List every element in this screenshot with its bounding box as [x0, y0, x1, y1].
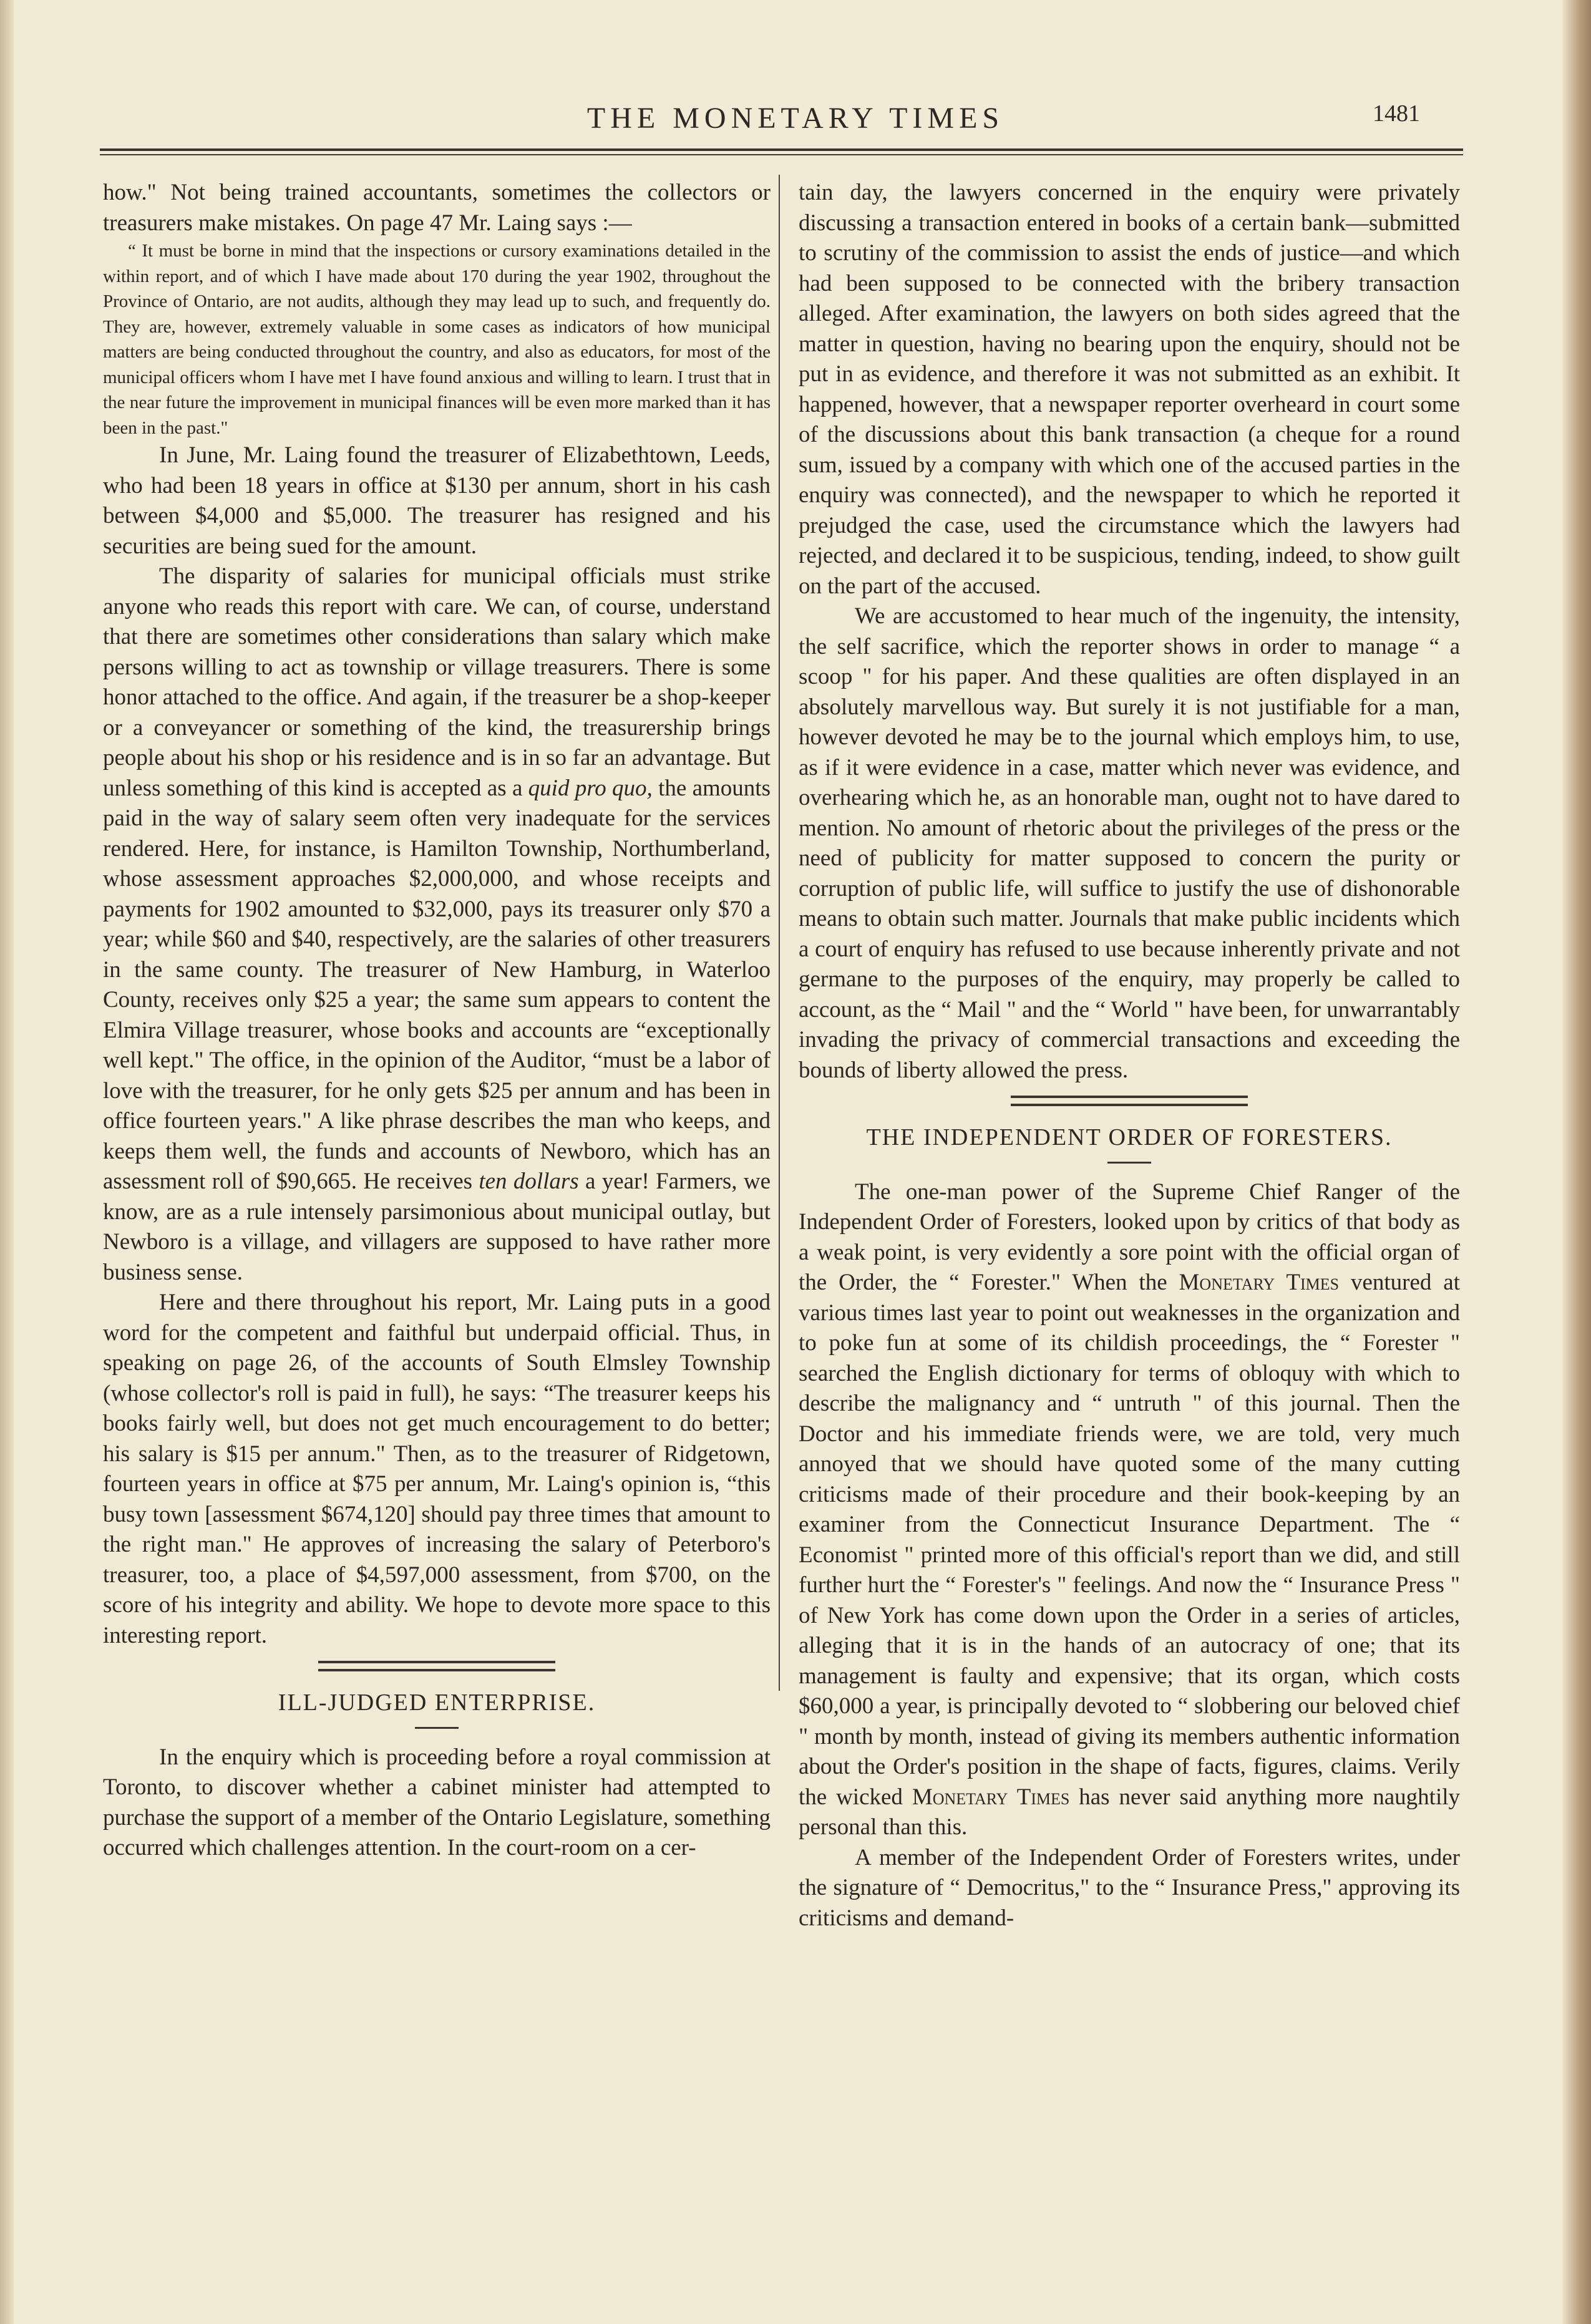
paragraph-text: the amounts paid in the way of salary seem often very inadequate for the services rendered. Here, for instance, is Hamilton Township, Northumberland, whose assessment approaches $2,000,000, and whose receipts and payments for 1902 amounted to $32,000, pays its treasurer only $70 a year; while $60 and $40, respectively, are the salaries of other treasurers in the same county. The treasurer of New Hamburg, in Waterloo County, receives only $25 a year; the same sum appears to content the Elmira Village treasurer, whose books and accounts are “exceptionally well kept." The office, in the opinion of the Auditor, “must be a labor of love with the treasurer, for he only gets $25 per annum and has been in office fourteen years." A like phrase describes the man who keeps, and keeps them well, the funds and accounts of Newboro, which has an assessment roll of $90,665. He receives [103, 775, 771, 1194]
left-column [103, 178, 771, 1864]
paragraph [799, 1177, 1460, 1843]
page-edge-left [0, 0, 14, 2324]
heading-rule [1107, 1162, 1151, 1164]
paragraph: how." Not being trained accountants, sometimes the collectors or treasurers make mistakes. On page 47 Mr. Laing says :— [103, 180, 771, 236]
section-separator [1011, 1096, 1248, 1106]
paragraph: We are accustomed to hear much of the ingenuity, the intensity, the self sacrifice, which the reporter shows in order to manage “ a scoop " for his paper. And these qualities are often displayed in an absolutely marvellous way. But surely it is not justifiable for a man, however devoted he may be to the journal which employs him, to use, as if it were evidence in a case, matter which never was evidence, and overhearing which he, as an honorable man, ought not to have dared to mention. No amount of rhetoric about the privileges of the press or the need of publicity for matter supposed to concern the purity or corruption of public life, will suffice to justify the use of dishonorable means to obtain such matter. Journals that make public incidents which a court of enquiry has refused to use because inherently private and not germane to the purposes of the enquiry, may properly be called to account, as the “ Mail " and the “ World " have been, for unwarrantably invading the privacy of commercial transactions and exceeding the bounds of liberty allowed the press. [799, 603, 1460, 1083]
italic-phrase: ten dollars [479, 1169, 579, 1194]
page-edge-right [1562, 0, 1591, 2324]
paragraph-text: has never said anything more naughtily personal than this. [799, 1784, 1461, 1840]
small-caps-name: Monetary Times [912, 1784, 1070, 1810]
paragraph: Here and there throughout his report, Mr. Laing puts in a good word for the competent and faithful but underpaid official. Thus, in speaking on page 26, of the accounts of South Elmsley Township (whose collector's roll is paid in full), he says: “The treasurer keeps his books fairly well, but does not get much encouragement to do better; his salary is $15 per annum." Then, as to the treasurer of Ridgetown, fourteen years in office at $75 per annum, Mr. Laing's opinion is, “this busy town [assessment $674,120] should pay three times that amount to the right man." He approves of increasing the salary of Peterboro's treasurer, too, a place of $4,597,000 assessment, from $700, on the score of his integrity and ability. We hope to devote more space to this interesting report. [103, 1290, 771, 1648]
section-heading: ILL-JUDGED ENTERPRISE. [278, 1690, 596, 1716]
paragraph: In the enquiry which is proceeding before a royal commission at Toronto, to discover whether a cabinet minister had attempted to purchase the support of a member of the Ontario Legislature, something occurred which challenges attention. In the court-room on a cer- [103, 1744, 771, 1860]
header-rule-bottom [100, 154, 1463, 155]
paragraph: In June, Mr. Laing found the treasurer of Elizabethtown, Leeds, who had been 18 years in office at $130 per annum, short in his cash between $4,000 and $5,000. The treasurer has resigned and his securities are being sued for the amount. [103, 442, 771, 559]
page-number: 1481 [1373, 100, 1420, 127]
section-heading: THE INDEPENDENT ORDER OF FORESTERS. [866, 1124, 1393, 1150]
paragraph-text: The disparity of salaries for municipal officials must strike anyone who reads this report with care. We can, of course, understand that there are sometimes other considerations than salary which make persons willing to act as township or village treasurers. There is some honor attached to the office. And again, if the treasurer be a shop-keeper or a conveyancer or something of the kind, the treasurership brings people about his shop or his residence and is in so far an advantage. But unless something of this kind is accepted as a [103, 563, 771, 801]
column-divider [779, 175, 780, 1691]
header-rule-top [100, 148, 1463, 151]
paragraph-text: The one-man power of the Supreme Chief Ranger of the Independent Order of Foresters, looked upon by critics of that body as a weak point, is very evidently a sore point with the official organ of the Order, the “ Forester." When the [799, 1179, 1460, 1295]
paragraph-text: a year! Farmers, we know, are as a rule intensely parsimonious about municipal outlay, but Newboro is a village, and villagers are supposed to have rather more business sense. [103, 1169, 771, 1285]
section-separator [318, 1661, 555, 1671]
heading-rule [415, 1727, 459, 1729]
quote-text: “ It must be borne in mind that the inspections or cursory examinations detailed in the within report, and of which I have made about 170 during the year 1902, throughout the Province of Ontario, are not audits, although they may lead up to such, and frequently do. They are, however, extremely valuable in some cases as indicators of how municipal matters are being conducted throughout the country, and also as educators, for most of the municipal officers whom I have met I have found anxious and willing to learn. I trust that in the near future the improvement in municipal finances will be even more marked than it has been in the past." [103, 241, 771, 438]
paragraph: A member of the Independent Order of Foresters writes, under the signature of “ Democritus," to the “ Insurance Press," approving its criticisms and demand- [799, 1844, 1460, 1931]
paragraph-text: ventured at various times last year to point out weaknesses in the organization and to poke fun at some of its childish proceedings, the “ Forester " searched the English dictionary for terms of obloquy with which to describe the malignancy and “ untruth " of this journal. Then the Doctor and his immediate friends were, we are told, very much annoyed that we should have quoted some of the many cutting criticisms made of their procedure and their book-keeping by an examiner from the Connecticut Insurance Department. The “ Economist " printed more of this official's report than we did, and still further hurt the “ Forester's " feelings. And now the “ Insurance Press " of New York has come down upon the Order in a series of articles, alleging that it is in the hands of an autocracy of one; that its management is faulty and expensive; that its organ, which costs $60,000 a year, is principally devoted to “ slobbering our beloved chief " month by month, instead of giving its members authentic information about the Order's position in the shape of facts, figures, claims. Verily the wicked [799, 1270, 1460, 1810]
small-caps-name: Monetary Times [1179, 1270, 1340, 1295]
italic-phrase: quid pro quo, [528, 775, 653, 801]
paragraph: tain day, the lawyers concerned in the enquiry were privately discussing a transaction entered in books of a certain bank—submitted to scrutiny of the commission to assist the ends of justice—and which had been supposed to be connected with the bribery transaction alleged. After examination, the lawyers on both sides agreed that the matter in question, having no bearing upon the enquiry, should not be put in as evidence, and therefore it was not submitted as an exhibit. It happened, however, that a newspaper reporter overheard in court some of the discussions about this bank transaction (a cheque for a round sum, issued by a company with which one of the accused parties in the enquiry was connected), and the newspaper to which he reported it prejudged the case, used the circumstance which the lawyers had rejected, and declared it to be suspicious, tending, indeed, to show guilt on the part of the accused. [799, 180, 1460, 599]
right-column [799, 178, 1460, 1933]
running-header-title: THE MONETARY TIMES [586, 102, 1005, 135]
paragraph [103, 562, 771, 1288]
block-quote [103, 238, 771, 440]
